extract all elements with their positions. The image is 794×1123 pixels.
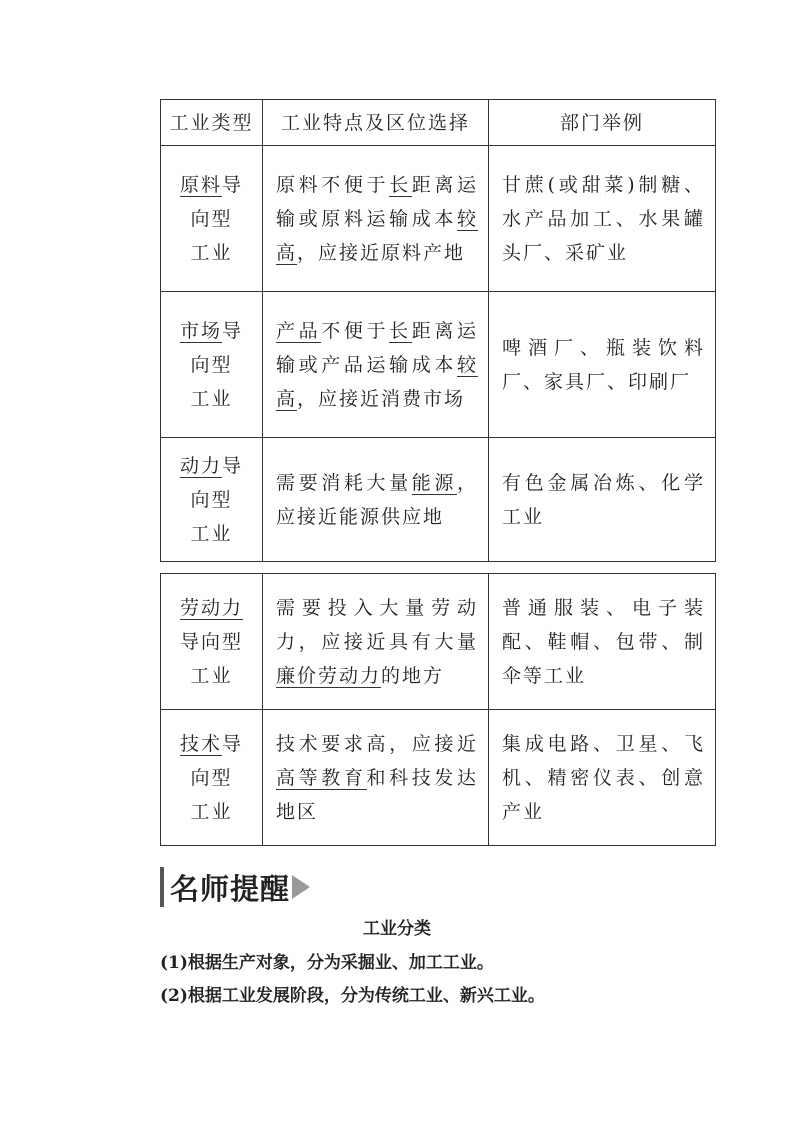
features-cell (263, 710, 489, 846)
feature-text: 不便于 (321, 319, 390, 342)
header-features: 工业特点及区位选择 (263, 100, 489, 146)
note-title: 工业分类 (363, 919, 431, 939)
type-suffix: 导 (222, 454, 244, 477)
feature-text: 距离运输或产品运输成本 (276, 319, 478, 376)
features-cell (263, 438, 489, 562)
examples-cell: 普通服装、电子装配、鞋帽、包带、制伞等工业 (489, 574, 716, 710)
type-line3: 工业 (190, 664, 233, 687)
feature-text: ，应接近原料产地 (297, 241, 466, 264)
header-type: 工业类型 (161, 100, 263, 146)
examples-cell: 有色金属冶炼、化学工业 (489, 438, 716, 562)
table-row (161, 292, 716, 438)
type-suffix: 导 (222, 173, 244, 196)
triangle-arrow-icon (292, 875, 310, 899)
section-title: 名师提醒 (170, 871, 291, 906)
examples-cell: 集成电路、卫星、飞机、精密仪表、创意产业 (489, 710, 716, 846)
type-keyword: 动力 (179, 454, 222, 477)
type-line3: 工业 (190, 241, 233, 264)
industry-table-part1 (160, 99, 716, 562)
note-line-2: (2)根据工业发展阶段，分为传统工业、新兴工业。 (160, 986, 545, 1006)
type-line3: 工业 (190, 387, 233, 410)
type-suffix: 导 (222, 319, 244, 342)
type-cell (161, 146, 263, 292)
feature-keyword: 廉价劳动力 (276, 664, 382, 687)
type-line3: 工业 (190, 522, 233, 545)
features-cell (263, 292, 489, 438)
features-cell (263, 146, 489, 292)
type-line2: 向型 (190, 488, 233, 511)
feature-text: 原料不便于 (276, 173, 390, 196)
feature-keyword: 长 (389, 173, 412, 196)
type-keyword: 原料 (179, 173, 222, 196)
feature-text: 技术要求高，应接近 (276, 732, 478, 755)
table-row (161, 710, 716, 846)
table-row (161, 438, 716, 562)
feature-keyword: 高等教育 (276, 766, 367, 789)
feature-keyword: 长 (389, 319, 412, 342)
feature-text: 需要投入大量劳动力，应接近具有大量 (276, 596, 478, 653)
type-line2: 向型 (190, 766, 233, 789)
examples-cell: 啤酒厂、瓶装饮料厂、家具厂、印刷厂 (489, 292, 716, 438)
feature-text: 距离运输或原料运输成本 (276, 173, 478, 230)
type-cell (161, 710, 263, 846)
type-cell (161, 438, 263, 562)
note-line-1: (1)根据生产对象，分为采掘业、加工工业。 (160, 953, 494, 973)
section-heading (160, 866, 310, 908)
type-cell (161, 574, 263, 710)
table-row (161, 146, 716, 292)
feature-text: 的地方 (381, 664, 445, 687)
type-keyword: 劳动力 (179, 596, 243, 619)
header-examples: 部门举例 (489, 100, 716, 146)
table-row (161, 574, 716, 710)
heading-bar (160, 867, 164, 907)
type-line2: 向型 (190, 353, 233, 376)
table-header-row (161, 100, 716, 146)
type-suffix: 导 (222, 732, 244, 755)
features-cell (263, 574, 489, 710)
type-line2: 向型 (190, 207, 233, 230)
feature-keyword: 产品 (276, 319, 322, 342)
feature-keyword: 较高 (276, 207, 478, 264)
examples-cell: 甘蔗(或甜菜)制糖、水产品加工、水果罐头厂、采矿业 (489, 146, 716, 292)
feature-text: 和科技发达地区 (276, 766, 478, 823)
type-line3: 工业 (190, 800, 233, 823)
feature-keyword: 较高 (276, 353, 478, 410)
type-keyword: 市场 (179, 319, 222, 342)
feature-text: 需要消耗大量 (276, 471, 412, 494)
feature-keyword: 能源 (411, 471, 457, 494)
type-line2: 导向型 (179, 630, 243, 653)
feature-text: ，应接近消费市场 (297, 387, 466, 410)
type-cell (161, 292, 263, 438)
industry-table-part2 (160, 573, 716, 846)
type-keyword: 技术 (179, 732, 222, 755)
feature-text: ，应接近能源供应地 (276, 471, 478, 528)
